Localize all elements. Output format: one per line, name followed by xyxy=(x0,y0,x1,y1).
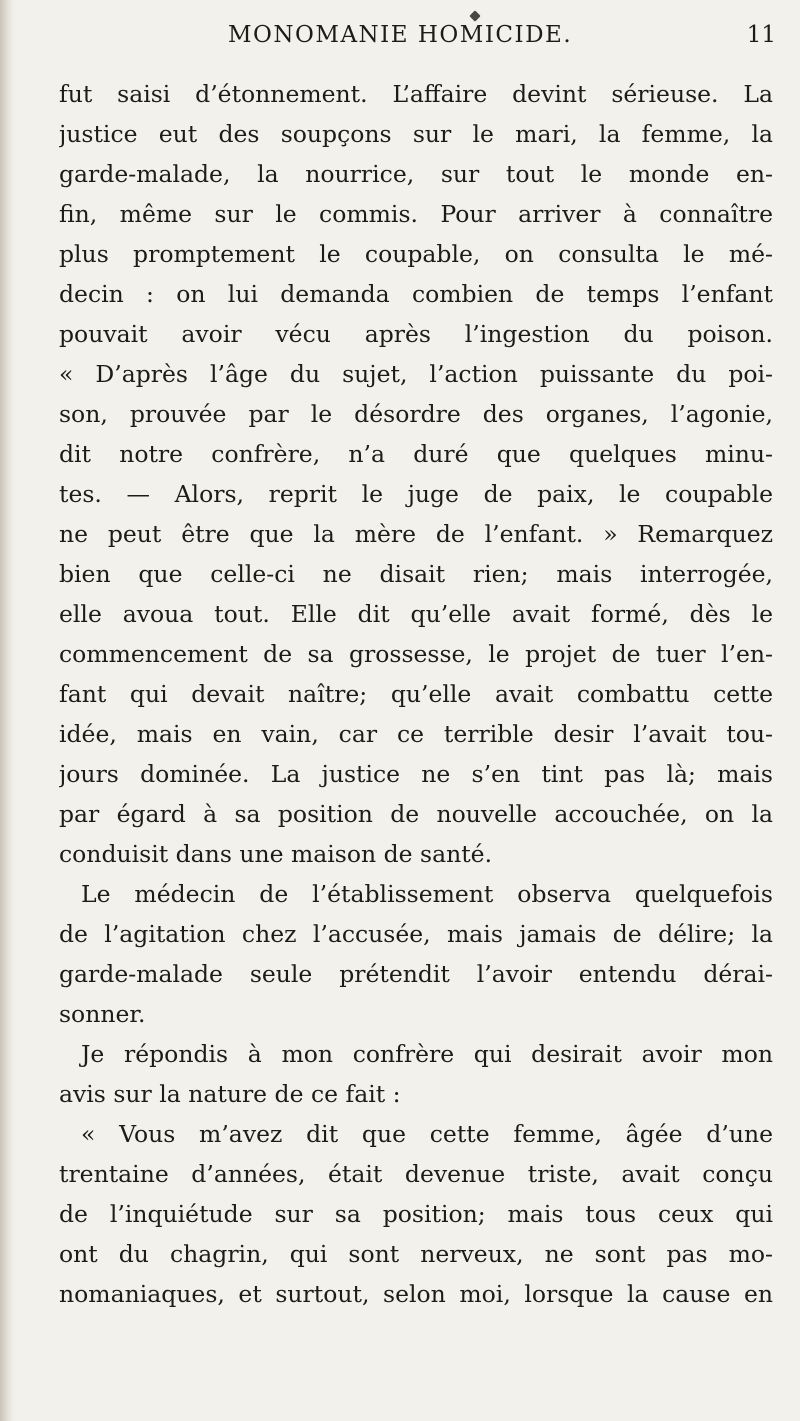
text-line: trentaine d’années, était devenue triste, avait conçu xyxy=(59,1160,773,1188)
running-head xyxy=(0,22,800,52)
text-line: pouvait avoir vécu après l’ingestion du poison. xyxy=(59,320,773,348)
text-line: elle avoua tout. Elle dit qu’elle avait formé, dès le xyxy=(59,600,773,628)
text-line: conduisit dans une maison de santé. xyxy=(59,840,493,868)
text-line: sonner. xyxy=(59,1000,146,1028)
text-line: « Vous m’avez dit que cette femme, âgée d’une xyxy=(81,1120,773,1148)
page-number: 11 xyxy=(746,22,776,48)
text-line: de l’inquiétude sur sa position; mais tous ceux qui xyxy=(59,1200,773,1228)
text-line: garde-malade seule prétendit l’avoir entendu dérai- xyxy=(59,960,773,988)
page-gutter-shadow xyxy=(0,0,14,1421)
text-line: ont du chagrin, qui sont nerveux, ne sont pas mo- xyxy=(59,1240,773,1268)
text-line: nomaniaques, et surtout, selon moi, lorsque la cause en xyxy=(59,1280,773,1308)
text-line: idée, mais en vain, car ce terrible desir l’avait tou- xyxy=(59,720,773,748)
text-line: son, prouvée par le désordre des organes, l’agonie, xyxy=(59,400,773,428)
text-line: garde-malade, la nourrice, sur tout le monde en- xyxy=(59,160,773,188)
text-line: ne peut être que la mère de l’enfant. » Remarquez xyxy=(59,520,773,548)
text-line: « D’après l’âge du sujet, l’action puissante du poi- xyxy=(59,360,773,388)
text-line: fant qui devait naître; qu’elle avait combattu cette xyxy=(59,680,773,708)
text-line: avis sur la nature de ce fait : xyxy=(59,1080,401,1108)
text-line: dit notre confrère, n’a duré que quelques minu- xyxy=(59,440,773,468)
text-line: fin, même sur le commis. Pour arriver à connaître xyxy=(59,200,773,228)
text-line: par égard à sa position de nouvelle accouchée, on la xyxy=(59,800,773,828)
running-head-title: MONOMANIE HOMICIDE. xyxy=(228,22,573,48)
text-line: fut saisi d’étonnement. L’affaire devint sérieuse. La xyxy=(59,80,773,108)
text-line: tes. — Alors, reprit le juge de paix, le coupable xyxy=(59,480,773,508)
text-line: bien que celle-ci ne disait rien; mais interrogée, xyxy=(59,560,773,588)
text-line: de l’agitation chez l’accusée, mais jamais de délire; la xyxy=(59,920,773,948)
text-line: jours dominée. La justice ne s’en tint pas là; mais xyxy=(59,760,773,788)
text-line: Le médecin de l’établissement observa quelquefois xyxy=(81,880,773,908)
text-line: plus promptement le coupable, on consulta le mé- xyxy=(59,240,773,268)
printer-ornament-icon xyxy=(469,10,480,21)
text-line: decin : on lui demanda combien de temps l’enfant xyxy=(59,280,773,308)
body-text xyxy=(59,74,773,1314)
text-line: Je répondis à mon confrère qui desirait avoir mon xyxy=(81,1040,773,1068)
text-line: commencement de sa grossesse, le projet de tuer l’en- xyxy=(59,640,773,668)
text-line: justice eut des soupçons sur le mari, la femme, la xyxy=(59,120,773,148)
